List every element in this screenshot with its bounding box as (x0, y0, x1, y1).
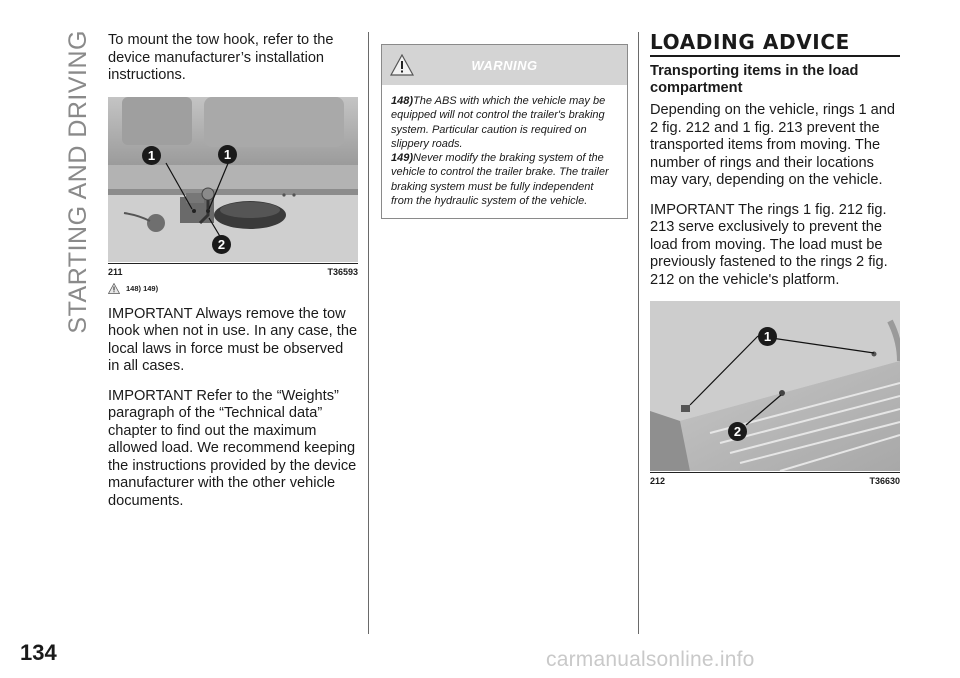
warning-triangle-icon (108, 283, 120, 294)
important-note-weights: IMPORTANT Refer to the “Weights” paragraph of the “Technical data” chapter to find out the maximum allowed load. We recommend keeping the instructions provided by the device manufacturer with the other vehicle documents. (108, 387, 357, 509)
column-divider (368, 32, 369, 634)
figure-212-caption (650, 472, 900, 486)
figure-number: 212 (650, 476, 666, 486)
left-column (108, 32, 358, 522)
warning-item-ref: 148) (391, 95, 414, 107)
warning-item-text: The ABS with which the vehicle may be equipped will not control the trailer's braking system. Particular caution is required on slippery roads. (391, 95, 606, 150)
figure-callout-1: 1 (142, 146, 161, 165)
page-number: 134 (20, 640, 57, 665)
warning-header (382, 45, 627, 85)
warning-reference-numbers: 148) 149) (126, 283, 159, 293)
tow-hook-image (108, 97, 358, 262)
right-column (650, 32, 900, 486)
warning-item-text: Never modify the braking system of the vehicle to control the trailer brake. The trailer braking system must be fully independent from the hydraulic system of the vehicle. (391, 152, 609, 208)
section-title: LOADING ADVICE (650, 30, 850, 54)
section-title-rule (650, 55, 900, 57)
subheading: Transporting items in the load compartment (650, 63, 859, 96)
tow-hook-illustration (108, 97, 358, 262)
figure-212 (650, 301, 900, 486)
warning-item (391, 94, 618, 151)
warning-item-ref: 149) (391, 152, 414, 165)
figure-callout-2: 2 (212, 235, 231, 254)
figure-callout-2: 2 (728, 422, 747, 441)
figure-callout-1: 1 (758, 327, 777, 346)
figure-callout-1: 1 (218, 145, 237, 164)
warning-box (381, 44, 628, 219)
loading-paragraph-1: Depending on the vehicle, rings 1 and 2 fig. 212 and 1 fig. 213 prevent the transported items from moving. The number of rings and their locations may vary, depending on the vehicle. (650, 102, 896, 188)
warning-body (382, 85, 627, 218)
middle-column (381, 44, 628, 219)
warning-references (108, 283, 358, 294)
figure-code: T36630 (869, 476, 900, 486)
warning-title: WARNING (471, 57, 538, 73)
column-divider (638, 32, 639, 634)
figure-211-caption (108, 263, 358, 277)
chapter-side-title (58, 30, 98, 334)
figure-code: T36593 (327, 266, 358, 277)
footer-watermark-url: carmanualsonline.info (546, 648, 755, 671)
load-rings-illustration (650, 301, 900, 471)
warning-triangle-icon (390, 54, 414, 76)
chapter-side-title-text: STARTING AND DRIVING (63, 30, 92, 334)
figure-number: 211 (108, 266, 123, 277)
load-rings-image (650, 301, 900, 471)
warning-item (391, 151, 618, 208)
important-note-tow-hook: IMPORTANT Always remove the tow hook when not in use. In any case, the local laws in force must be observed in all cases. (108, 305, 358, 374)
intro-paragraph: To mount the tow hook, refer to the device manufacturer’s installation instructions. (108, 32, 334, 83)
figure-211 (108, 97, 358, 277)
loading-paragraph-2: IMPORTANT The rings 1 fig. 212 fig. 213 serve exclusively to prevent the load from moving. The load must be previously fastened to the rings 2 fig. 212 on the vehicle's platform. (650, 201, 888, 288)
